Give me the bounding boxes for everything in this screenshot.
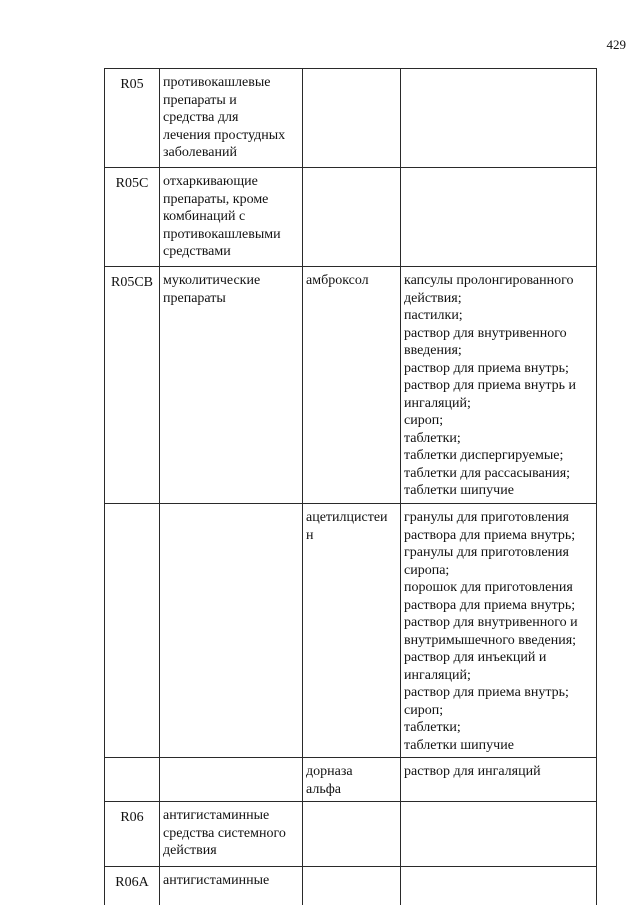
cell-line: раствора для приема внутрь; (404, 597, 576, 613)
group-name-cell (160, 168, 303, 267)
cell-line: введения; (404, 343, 462, 358)
cell-line: препараты (163, 290, 226, 306)
cell-line: капсулы пролонгированного (404, 273, 574, 288)
drug-name-cell (303, 867, 401, 905)
cell-line: R05CB (110, 275, 153, 290)
cell-line: гранулы для приготовления (404, 545, 569, 560)
cell-line: препараты и (163, 92, 237, 108)
dosage-form-cell (401, 168, 597, 267)
cell-line: таблетки; (404, 430, 461, 446)
cell-line: раствор для инъекций и (404, 650, 547, 665)
group-name-cell (160, 267, 303, 504)
table-row (105, 802, 597, 867)
drug-name-cell (303, 504, 401, 758)
cell-line: ингаляций; (404, 395, 471, 411)
drug-name-cell (303, 758, 401, 802)
cell-line: раствора для приема внутрь; (404, 527, 576, 543)
code-cell (105, 867, 160, 905)
table-row (105, 267, 597, 504)
cell-line: заболеваний (163, 145, 237, 160)
dosage-form-cell (401, 758, 597, 802)
cell-line: раствор для внутривенного (404, 325, 567, 341)
cell-line: средствами (163, 244, 231, 259)
group-name-cell (160, 504, 303, 758)
cell-line: сироп; (404, 702, 444, 718)
code-cell (105, 168, 160, 267)
cell-line: антигистаминные (163, 873, 270, 888)
page-number: 429 (606, 37, 626, 52)
cell-line: амброксол (306, 273, 369, 288)
cell-line: противокашлевыми (163, 226, 281, 242)
cell-line: сироп; (404, 413, 444, 428)
cell-line: препараты, кроме (163, 191, 269, 207)
dosage-form-cell (401, 802, 597, 867)
cell-line: отхаркивающие (163, 174, 258, 189)
cell-line: альфа (306, 781, 341, 797)
cell-line: дорназа (306, 764, 353, 779)
drug-name-cell (303, 267, 401, 504)
code-cell (105, 758, 160, 802)
cell-line: таблетки; (404, 720, 461, 735)
table-row (105, 867, 597, 905)
dosage-form-cell (401, 867, 597, 905)
cell-line: сиропа; (404, 562, 450, 578)
cell-line: R05 (120, 77, 144, 92)
cell-line: н (306, 527, 314, 543)
group-name-cell (160, 758, 303, 802)
dosage-form-cell (401, 504, 597, 758)
cell-line: R06 (120, 810, 144, 825)
cell-line: таблетки шипучие (404, 737, 514, 753)
cell-line: таблетки шипучие (404, 483, 514, 498)
cell-line: действия; (404, 290, 462, 306)
dosage-form-cell (401, 69, 597, 168)
group-name-cell (160, 867, 303, 905)
cell-line: внутримышечного введения; (404, 632, 577, 648)
table-row (105, 504, 597, 758)
cell-line: R06A (115, 875, 149, 890)
cell-line: раствор для приема внутрь; (404, 685, 569, 700)
cell-line: раствор для ингаляций (404, 764, 541, 779)
group-name-cell (160, 802, 303, 867)
cell-line: антигистаминные (163, 808, 270, 823)
cell-line: порошок для приготовления (404, 580, 573, 595)
cell-line: раствор для внутривенного и (404, 615, 578, 630)
code-cell (105, 69, 160, 168)
cell-line: лечения простудных (163, 127, 286, 143)
cell-line: R05C (115, 176, 149, 191)
code-cell (105, 504, 160, 758)
cell-line: пастилки; (404, 308, 463, 323)
cell-line: раствор для приема внутрь; (404, 360, 569, 376)
cell-line: противокашлевые (163, 75, 271, 90)
drug-name-cell (303, 802, 401, 867)
cell-line: средства системного (163, 825, 286, 841)
code-cell (105, 802, 160, 867)
drug-name-cell (303, 168, 401, 267)
atc-table (104, 68, 597, 905)
cell-line: комбинаций с (163, 209, 246, 224)
cell-line: действия (163, 843, 217, 858)
cell-line: ингаляций; (404, 667, 471, 683)
cell-line: ацетилцистеи (306, 510, 388, 525)
table-row (105, 168, 597, 267)
cell-line: муколитические (163, 273, 261, 288)
cell-line: гранулы для приготовления (404, 510, 569, 525)
cell-line: раствор для приема внутрь и (404, 378, 577, 393)
table-row (105, 758, 597, 802)
group-name-cell (160, 69, 303, 168)
cell-line: таблетки для рассасывания; (404, 465, 571, 481)
table-row (105, 69, 597, 168)
code-cell (105, 267, 160, 504)
drug-name-cell (303, 69, 401, 168)
cell-line: средства для (163, 110, 239, 125)
cell-line: таблетки диспергируемые; (404, 448, 564, 463)
dosage-form-cell (401, 267, 597, 504)
